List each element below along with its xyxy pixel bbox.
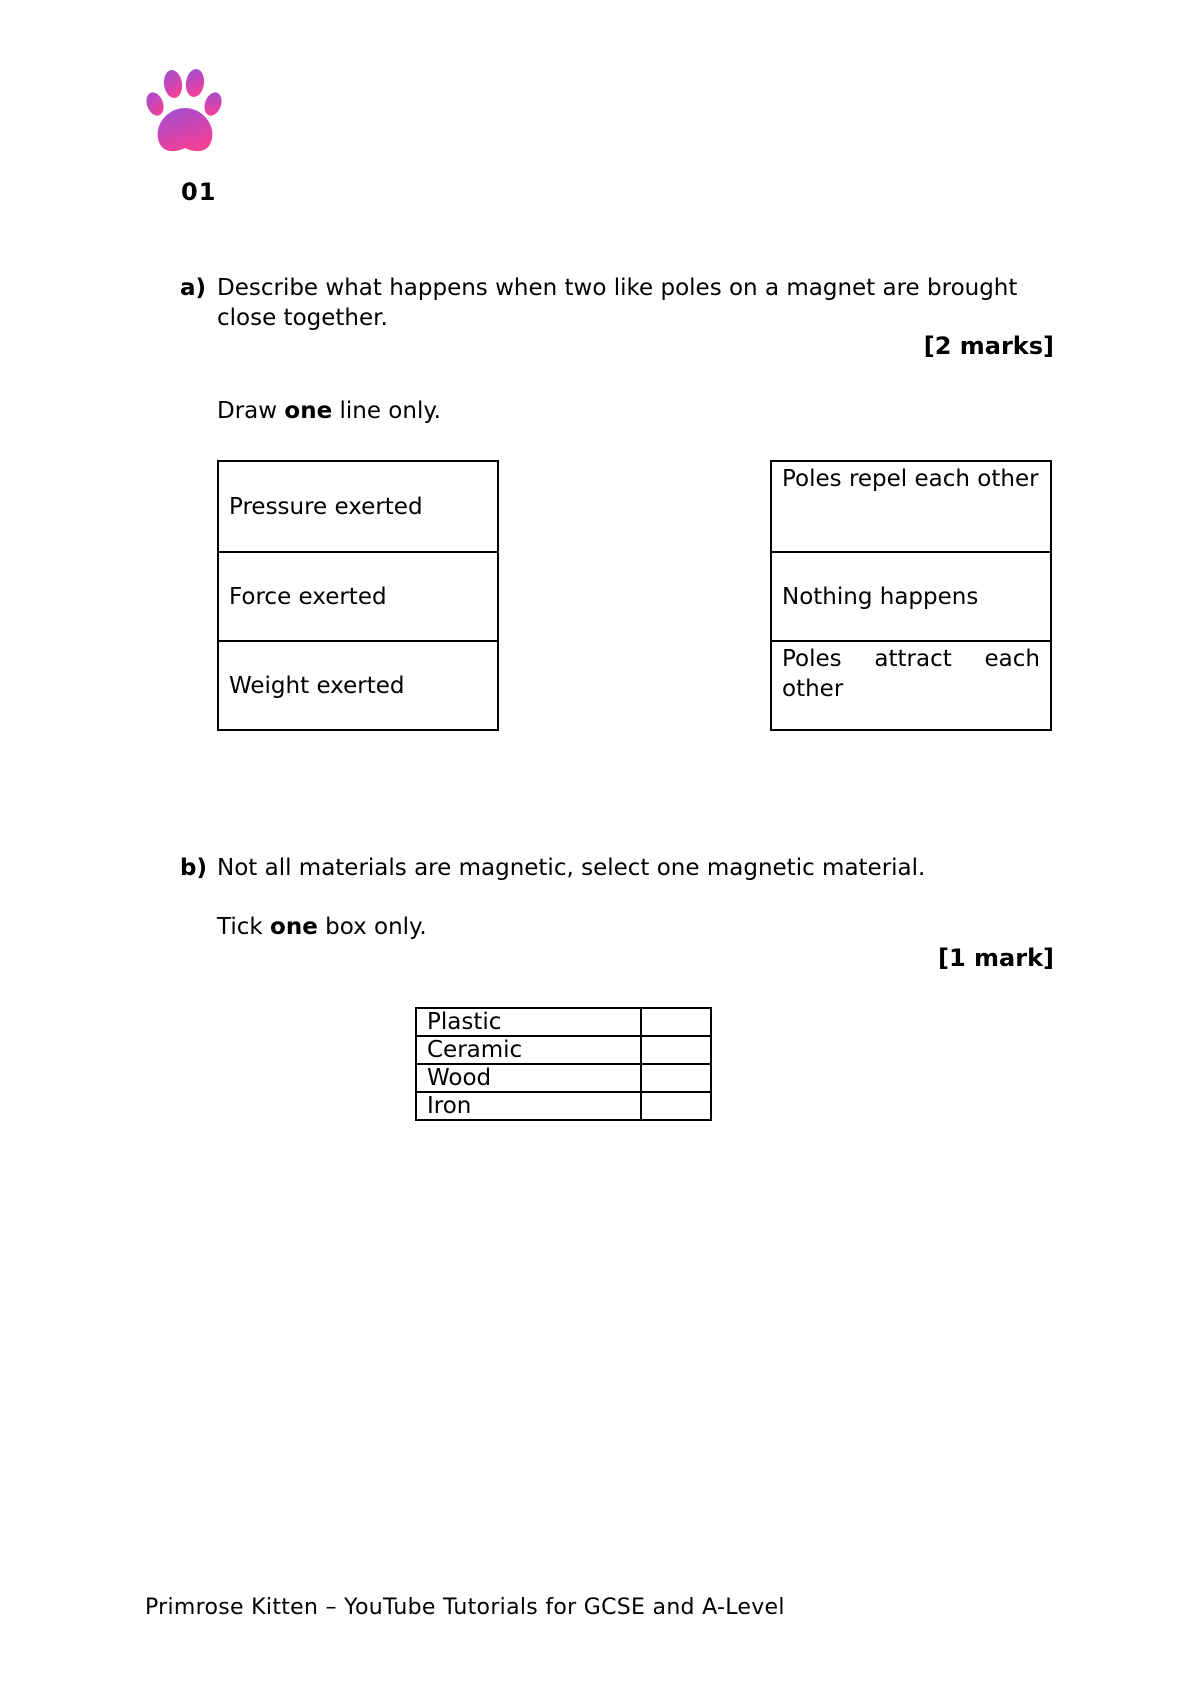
part-a-marks: [2 marks] (923, 332, 1054, 360)
material-name: Ceramic (416, 1036, 641, 1064)
part-a-label: a) (180, 275, 207, 301)
part-a-question: Describe what happens when two like poles on a magnet are brought close together. (217, 275, 1018, 331)
left-option[interactable]: Force exerted (219, 551, 497, 640)
right-option[interactable]: Poles attract each other (772, 640, 1050, 729)
part-b-instruction: Tick one box only. (217, 914, 427, 940)
table-row (416, 1036, 711, 1064)
left-options-box (217, 460, 499, 731)
left-option[interactable]: Weight exerted (219, 640, 497, 729)
table-row (416, 1064, 711, 1092)
right-option[interactable]: Poles repel each other (782, 466, 1039, 492)
table-row (416, 1008, 711, 1036)
left-option[interactable]: Pressure exerted (229, 493, 423, 520)
tick-box[interactable] (641, 1092, 711, 1120)
material-name: Wood (416, 1064, 641, 1092)
paw-print-icon (145, 68, 225, 156)
part-b-label: b) (180, 855, 207, 881)
materials-table (415, 1007, 712, 1121)
tick-box[interactable] (641, 1036, 711, 1064)
table-row (416, 1092, 711, 1120)
material-name: Iron (416, 1092, 641, 1120)
question-number: 01 (181, 178, 217, 206)
material-name: Plastic (416, 1008, 641, 1036)
tick-box[interactable] (641, 1008, 711, 1036)
part-b-marks: [1 mark] (938, 944, 1054, 972)
part-a-instruction: Draw one line only. (217, 398, 441, 424)
right-options-box (770, 460, 1052, 731)
footer-text: Primrose Kitten – YouTube Tutorials for GCSE and A-Level (145, 1595, 785, 1620)
part-b-question: Not all materials are magnetic, select one magnetic material. (217, 855, 926, 881)
tick-box[interactable] (641, 1064, 711, 1092)
right-option[interactable]: Nothing happens (772, 551, 1050, 640)
